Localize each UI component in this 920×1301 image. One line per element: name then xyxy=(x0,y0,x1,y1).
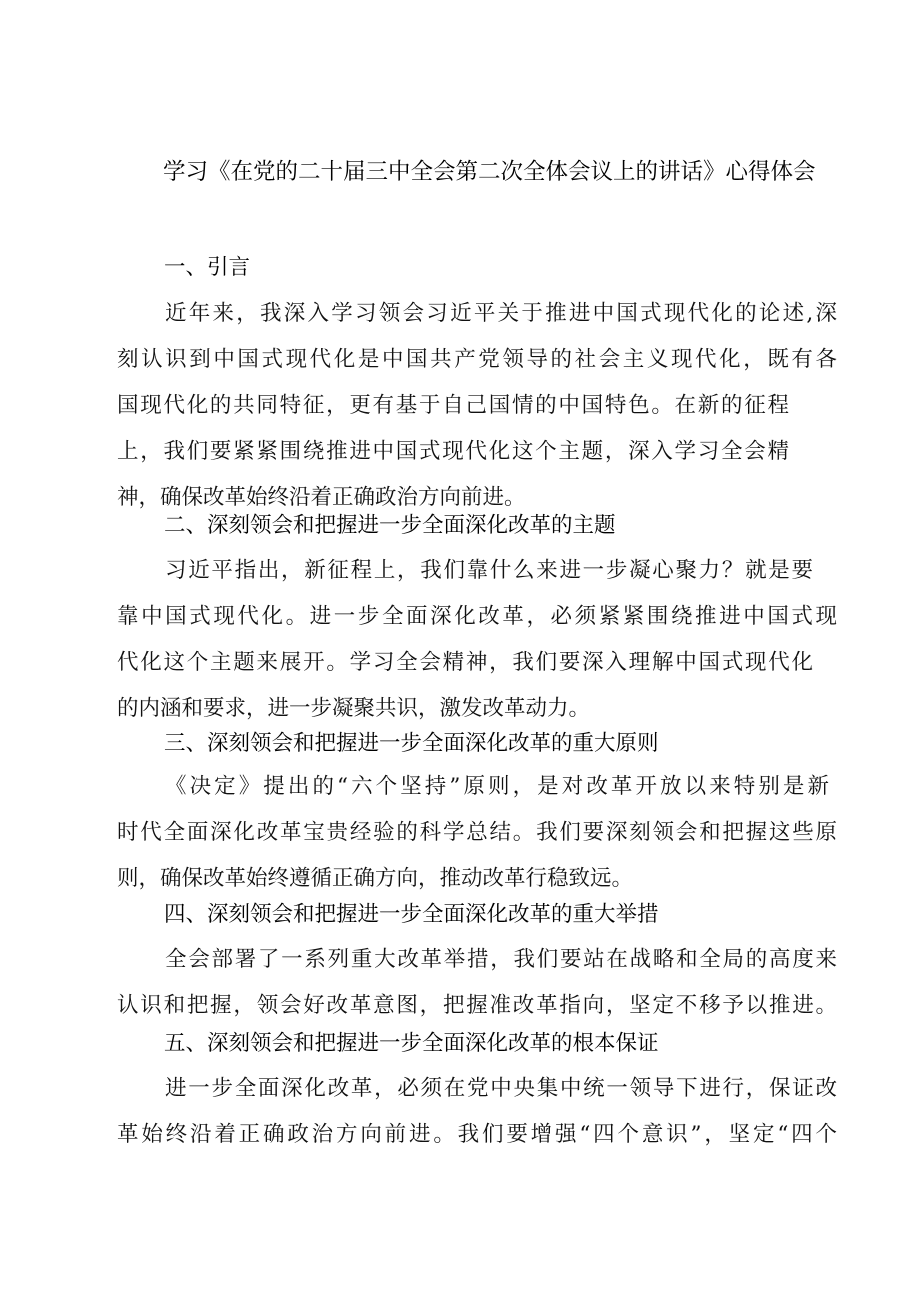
paragraph-line: 靠中国式现代化。进一步全面深化改革，必须紧紧围绕推进中国式现 xyxy=(117,604,837,629)
paragraph-line: 国现代化的共同特征，更有基于自己国情的中国特色。在新的征程 xyxy=(117,393,789,418)
section-heading-principles: 三、深刻领会和把握进一步全面深化改革的重大原则 xyxy=(164,731,659,756)
section-heading-guarantee: 五、深刻领会和把握进一步全面深化改革的根本保证 xyxy=(164,1031,659,1056)
paragraph-line: 时代全面深化改革宝贵经验的科学总结。我们要深刻领会和把握这些原 xyxy=(117,820,837,845)
paragraph-line: 全会部署了一系列重大改革举措，我们要站在战略和全局的高度来 xyxy=(165,947,837,972)
paragraph-line: 进一步全面深化改革，必须在党中央集中统一领导下进行，保证改 xyxy=(165,1076,837,1101)
section-heading-intro: 一、引言 xyxy=(164,255,251,280)
document-title: 学习《在党的二十届三中全会第二次全体会议上的讲话》心得体会 xyxy=(163,159,816,185)
section-paragraph-theme xyxy=(117,548,837,732)
section-paragraph-principles xyxy=(117,764,837,902)
paragraph-line: 刻认识到中国式现代化是中国共产党领导的社会主义现代化，既有各 xyxy=(117,347,837,372)
paragraph-line: 近年来，我深入学习领会习近平关于推进中国式现代化的论述,深 xyxy=(165,301,837,326)
paragraph-line: 代化这个主题来展开。学习全会精神，我们要深入理解中国式现代化 xyxy=(117,650,813,675)
paragraph-line: 认识和把握，领会好改革意图，把握准改革指向，坚定不移予以推进。 xyxy=(117,993,837,1018)
section-paragraph-measures xyxy=(117,937,837,1029)
section-paragraph-intro xyxy=(117,291,837,521)
section-paragraph-guarantee xyxy=(117,1066,837,1158)
section-heading-measures: 四、深刻领会和把握进一步全面深化改革的重大举措 xyxy=(164,902,659,927)
paragraph-line: 神，确保改革始终沿着正确政治方向前进。 xyxy=(117,485,526,510)
paragraph-line: 上，我们要紧紧围绕推进中国式现代化这个主题，深入学习全会精 xyxy=(117,439,789,464)
paragraph-line: 习近平指出，新征程上，我们靠什么来进一步凝心聚力？就是要 xyxy=(165,558,813,583)
paragraph-line: 则，确保改革始终遵循正确方向，推动改革行稳致远。 xyxy=(117,866,634,891)
paragraph-line: 的内涵和要求，进一步凝聚共识，激发改革动力。 xyxy=(117,696,591,721)
section-heading-theme: 二、深刻领会和把握进一步全面深化改革的主题 xyxy=(164,513,616,538)
paragraph-line: 《决定》提出的“六个坚持”原则，是对改革开放以来特别是新 xyxy=(165,774,829,799)
paragraph-line: 革始终沿着正确政治方向前进。我们要增强“四个意识”，坚定“四个 xyxy=(117,1122,837,1147)
